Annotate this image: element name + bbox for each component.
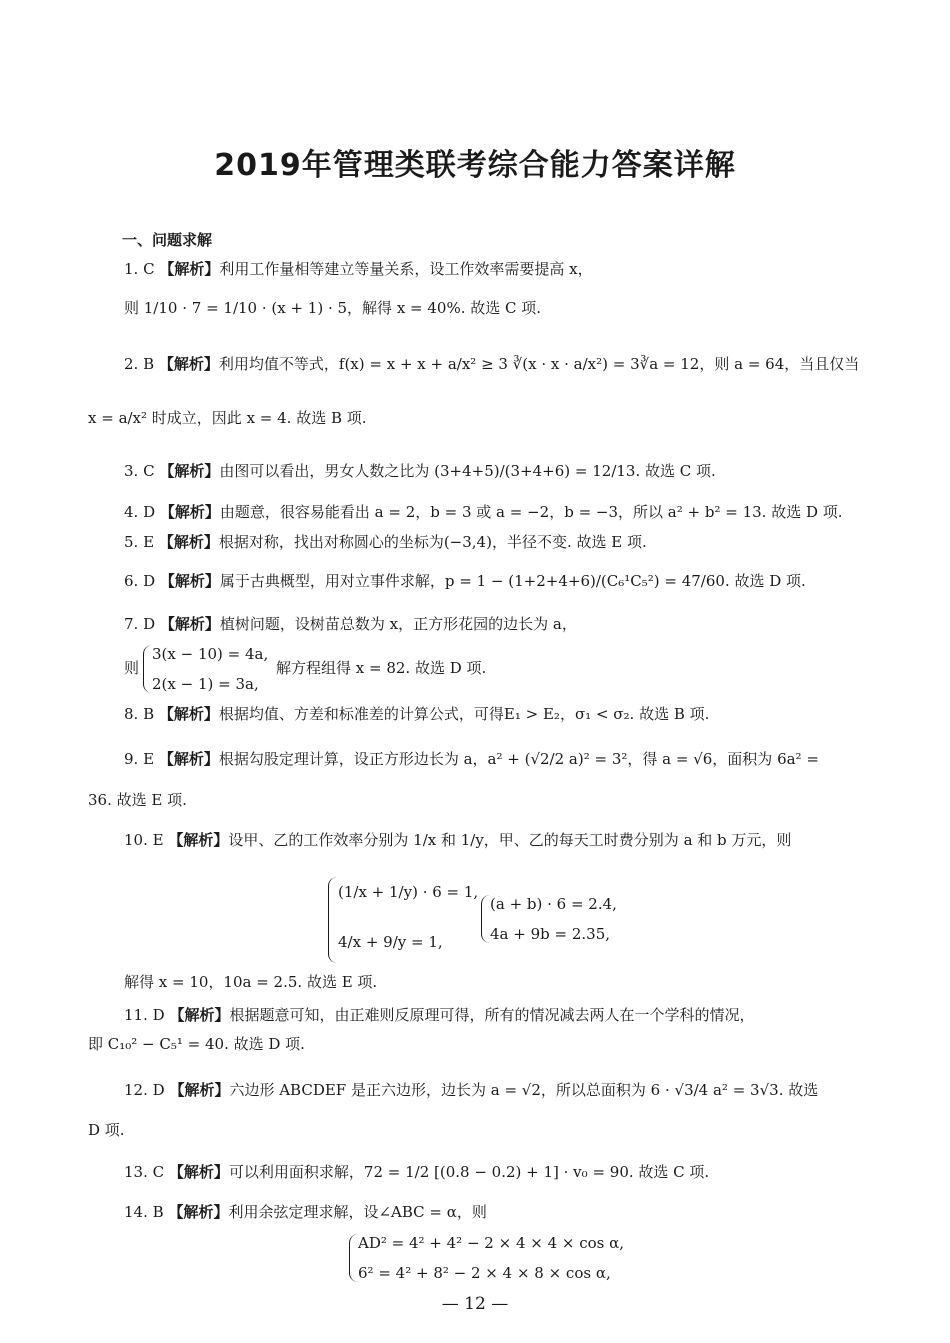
equation-brace — [481, 895, 490, 943]
answer-4: 4. D 【解析】由题意，很容易能看出 a = 2，b = 3 或 a = −2，b = −3，所以 a² + b² = 13. 故选 D 项. — [124, 503, 843, 521]
answer-10: 10. E 【解析】设甲、乙的工作效率分别为 1/x 和 1/y，甲、乙的每天工时费分别为 a 和 b 万元，则 — [124, 831, 792, 849]
equation-10-1: (1/x + 1/y) · 6 = 1, — [338, 883, 479, 901]
equation-7-2: 2(x − 1) = 3a, — [152, 675, 259, 693]
answer-3: 3. C 【解析】由图可以看出，男女人数之比为 (3+4+5)/(3+4+6) = 12/13. 故选 C 项. — [124, 462, 716, 480]
answer-7-then: 则 — [124, 659, 140, 677]
equation-brace — [143, 645, 152, 693]
answer-2: 2. B 【解析】利用均值不等式，f(x) = x + x + a/x² ≥ 3 ∛(x · x · a/x²) = 3∛a = 12，则 a = 64，当且仅当 — [124, 355, 860, 373]
answer-11: 11. D 【解析】根据题意可知，由正难则反原理可得，所有的情况减去两人在一个学科的情况， — [124, 1006, 755, 1024]
equation-10-3: (a + b) · 6 = 2.4, — [490, 895, 617, 913]
equation-7-1: 3(x − 10) = 4a, — [152, 645, 269, 663]
answer-9: 9. E 【解析】根据勾股定理计算，设正方形边长为 a，a² + (√2/2 a)² = 3²，得 a = √6，面积为 6a² = — [124, 750, 819, 768]
equation-14-1: AD² = 4² + 4² − 2 × 4 × 4 × cos α, — [358, 1234, 625, 1252]
section-heading: 一、问题求解 — [122, 231, 213, 249]
page-title: 2019年管理类联考综合能力答案详解 — [214, 148, 736, 183]
answer-1: 1. C 【解析】利用工作量相等建立等量关系，设工作效率需要提高 x， — [124, 260, 593, 278]
answer-14: 14. B 【解析】利用余弦定理求解，设∠ABC = α，则 — [124, 1203, 487, 1221]
answer-5: 5. E 【解析】根据对称，找出对称圆心的坐标为(−3,4)，半径不变. 故选 E 项. — [124, 533, 647, 551]
answer-10-result: 解得 x = 10，10a = 2.5. 故选 E 项. — [124, 973, 378, 991]
answer-11-cont: 即 C₁₀² − C₅¹ = 40. 故选 D 项. — [88, 1035, 305, 1053]
answer-12: 12. D 【解析】六边形 ABCDEF 是正六边形，边长为 a = √2，所以总面积为 6 · √3/4 a² = 3√3. 故选 — [124, 1081, 819, 1099]
equation-brace — [328, 877, 337, 963]
answer-6: 6. D 【解析】属于古典概型，用对立事件求解，p = 1 − (1+2+4+6)/(C₆¹C₅²) = 47/60. 故选 D 项. — [124, 572, 806, 590]
analysis-tag: 【解析】 — [159, 260, 220, 278]
page-number: — 12 — — [441, 1294, 509, 1314]
equation-brace — [349, 1234, 358, 1282]
equation-10-2: 4/x + 9/y = 1, — [338, 933, 443, 951]
answer-1-cont: 则 1/10 · 7 = 1/10 · (x + 1) · 5，解得 x = 40%. 故选 C 项. — [124, 299, 542, 317]
answer-9-cont: 36. 故选 E 项. — [88, 791, 187, 809]
answer-12-cont: D 项. — [88, 1121, 125, 1139]
answer-2-cont: x = a/x² 时成立，因此 x = 4. 故选 B 项. — [88, 409, 367, 427]
equation-14-2: 6² = 4² + 8² − 2 × 4 × 8 × cos α, — [358, 1264, 611, 1282]
answer-13: 13. C 【解析】可以利用面积求解，72 = 1/2 [(0.8 − 0.2) + 1] · v₀ = 90. 故选 C 项. — [124, 1163, 710, 1181]
answer-8: 8. B 【解析】根据均值、方差和标准差的计算公式，可得E₁ > E₂，σ₁ < σ₂. 故选 B 项. — [124, 705, 710, 723]
equation-10-4: 4a + 9b = 2.35, — [490, 925, 611, 943]
answer-7: 7. D 【解析】植树问题，设树苗总数为 x，正方形花园的边长为 a， — [124, 615, 577, 633]
answer-7-result: 解方程组得 x = 82. 故选 D 项. — [276, 659, 487, 677]
